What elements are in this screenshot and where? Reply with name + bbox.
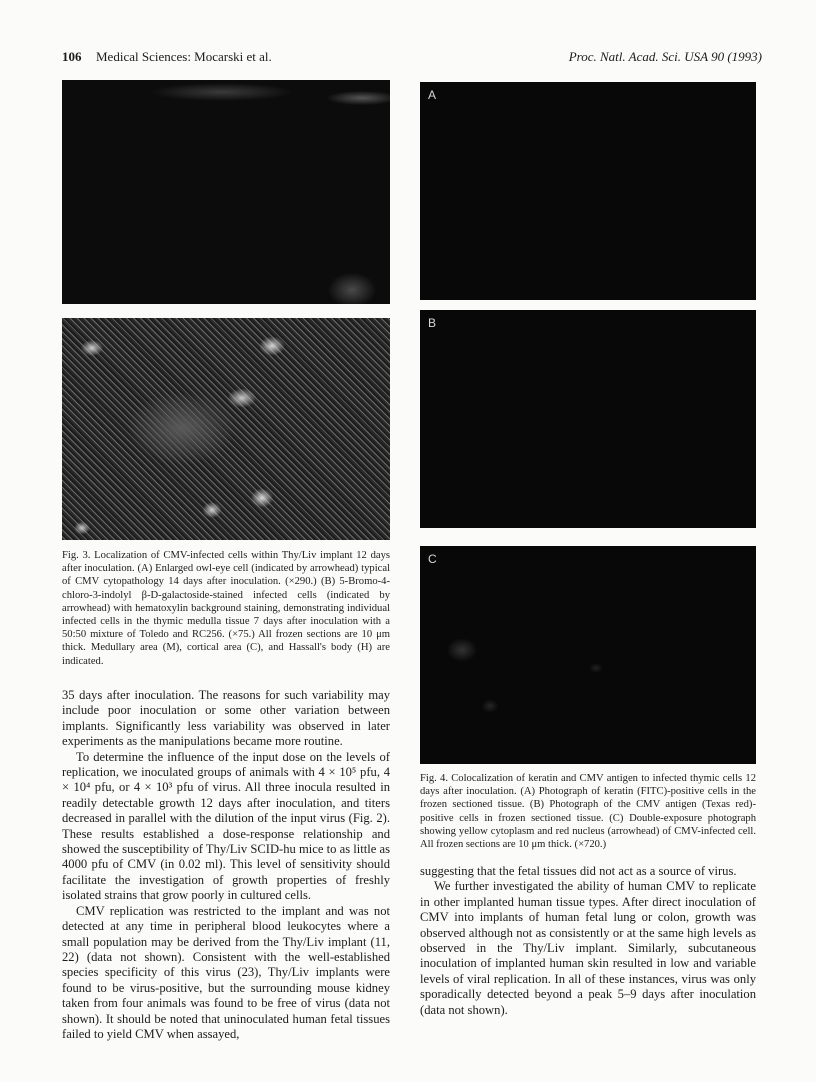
- fig3-caption: [62, 549, 390, 668]
- fig3-caption-text: Fig. 3. Localization of CMV-infected cells within Thy/Liv implant 12 days after inoculation. (A) Enlarged owl-eye cell (indicated by arrowhead) typical of CMV cytopathology 14 days after inoculation. (×290.) (B) 5-Bromo-4-chloro-3-indolyl β-D-galactoside-stained infected cells (indicated by arrowhead) with hematoxylin background staining, demonstrating individual infected cells in the thymic medulla tissue 7 days after inoculation with a 50:50 mixture of Toledo and RC256. (×75.) All frozen sections are 10 μm thick. Medullary area (M), cortical area (C), and Hassall's body (H) are indicated.: [62, 550, 390, 667]
- fig3-panel-b-photo: [62, 318, 390, 540]
- fig4-panel-a-label: A: [428, 88, 437, 102]
- fig4-panel-a-photo: [420, 82, 756, 300]
- running-header: [62, 49, 762, 67]
- fig4-panel-b-photo: [420, 310, 756, 528]
- right-paragraph-2: We further investigated the ability of human CMV to replicate in other implanted human tissue types. After direct inoculation of CMV into implants of human fetal lung or colon, growth was observed although not as consistently or at the same high levels as observed in the Thy/Liv implant. Similarly, subcutaneous inoculation of implanted human skin resulted in low and variable levels of viral replication. In all of these instances, virus was only sporadically detected beyond a peak 5–9 days after inoculation (data not shown).: [420, 879, 756, 1017]
- fig4-panel-b-label: B: [428, 316, 437, 330]
- left-paragraph-3: CMV replication was restricted to the implant and was not detected at any time in peripheral blood leukocytes where a small population may be derived from the Thy/Liv implant (11, 22) (data not shown). Consistent with the well-established species specificity of this virus (23), Thy/Liv implants were found to be virus-positive, but the surrounding mouse kidney taken from four animals was found to be free of virus (data not shown). It should be noted that uninoculated human fetal tissues failed to yield CMV when assayed,: [62, 903, 390, 1041]
- left-paragraph-2: To determine the influence of the input dose on the levels of replication, we inoculated groups of animals with 4 × 10⁵ pfu, 4 × 10⁴ pfu, or 4 × 10³ pfu of virus. All three inocula resulted in readily detectable growth 12 days after inoculation, and titers decreased in parallel with the dilution of the input virus (Fig. 2). These results established a dose-response relationship and showed the susceptibility of Thy/Liv SCID-hu mice to as little as 4000 pfu of CMV (in 0.02 ml). This level of sensitivity should facilitate the investigation of growth properties of freshly isolated strains that grow poorly in cultured cells.: [62, 749, 390, 903]
- fig4-caption-text: Fig. 4. Colocalization of keratin and CMV antigen to infected thymic cells 12 days after inoculation. (A) Photograph of keratin (FITC)-positive cells in the frozen sectioned tissue. (B) Photograph of the CMV antigen (Texas red)-positive cells in frozen sectioned tissue. (C) Double-exposure photograph showing yellow cytoplasm and red nucleus (arrowhead) of CMV-infected cell. All frozen sections are 10 μm thick. (×720.): [420, 773, 756, 851]
- right-column-text: [420, 864, 756, 1018]
- left-column-text: [62, 688, 390, 1042]
- fig4-caption: [420, 772, 756, 851]
- left-paragraph-1: 35 days after inoculation. The reasons for such variability may include poor inoculation or some other variation between implants. Significantly less variability was observed in later experiments as the manipulations became more routine.: [62, 688, 390, 749]
- running-title: Medical Sciences: Mocarski et al.: [96, 49, 272, 64]
- fig4-panel-c-label: C: [428, 552, 437, 566]
- page-number: 106: [62, 49, 82, 64]
- fig4-panel-c-photo: [420, 546, 756, 764]
- journal-citation: Proc. Natl. Acad. Sci. USA 90 (1993): [568, 49, 762, 64]
- fig3-panel-a-photo: [62, 80, 390, 304]
- right-paragraph-1: suggesting that the fetal tissues did not act as a source of virus.: [420, 864, 737, 878]
